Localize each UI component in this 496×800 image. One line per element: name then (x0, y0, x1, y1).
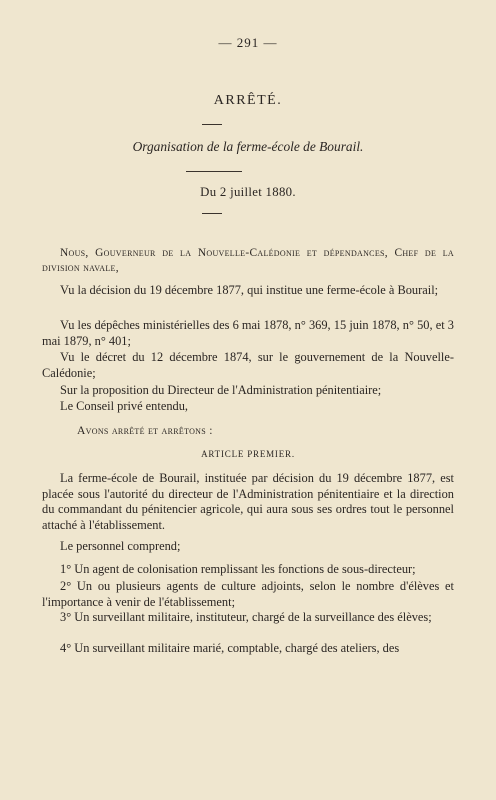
article-item-2: 2° Un ou plusieurs agents de culture adjoints, selon le nombre d'élèves et l'importance à venir de l'établissement; (42, 579, 454, 609)
subtitle-rule (186, 171, 242, 172)
article-item-1: 1° Un agent de colonisation remplissant les fonctions de sous-directeur; (60, 562, 416, 576)
document-date: Du 2 juillet 1880. (200, 185, 296, 199)
article-item-3: 3° Un surveillant militaire, instituteur, chargé de la surveillance des élèves; (60, 610, 432, 624)
document-subtitle: Organisation de la ferme-école de Bourail. (132, 139, 364, 154)
consideration-2: Vu les dépêches ministérielles des 6 mai 1878, n° 369, 15 juin 1878, n° 50, et 3 mai 1879, n° 401; (42, 318, 454, 348)
article-heading: ARTICLE PREMIER. (201, 449, 295, 459)
preamble: Nous, Gouverneur de la Nouvelle-Calédonie et dépendances, Chef de la division navale, (42, 247, 454, 274)
article-paragraph-2: Le personnel comprend; (60, 539, 181, 553)
date-rule (202, 213, 222, 214)
enacting-clause: Avons arrêté et arrêtons : (77, 424, 213, 437)
consideration-1: Vu la décision du 19 décembre 1877, qui institue une ferme-école à Bourail; (60, 283, 439, 297)
consideration-5: Le Conseil privé entendu, (60, 399, 189, 413)
article-paragraph-1: La ferme-école de Bourail, instituée par décision du 19 décembre 1877, est placée sous l'autorité du directeur de l'Administration pénitentiaire et la direction du commandant du pénitencier agricole, qui aura sous ses ordres tout le personnel attaché à l'établissement. (42, 471, 454, 532)
article-item-4: 4° Un surveillant militaire marié, comptable, chargé des ateliers, des (60, 641, 400, 655)
page-number: — 291 — (218, 35, 278, 50)
consideration-3: Vu le décret du 12 décembre 1874, sur le gouvernement de la Nouvelle-Calédonie; (42, 350, 454, 380)
page-title: ARRÊTÉ. (213, 93, 283, 108)
consideration-4: Sur la proposition du Directeur de l'Administration pénitentiaire; (60, 383, 382, 397)
title-rule (202, 124, 222, 125)
